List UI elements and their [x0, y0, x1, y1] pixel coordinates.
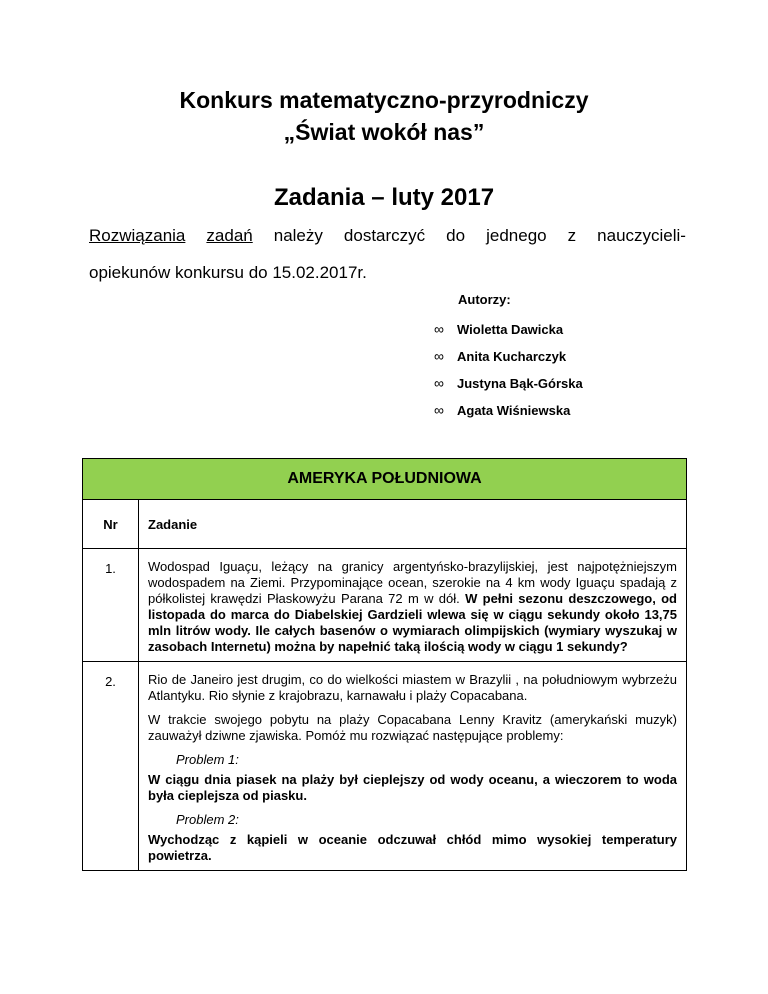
task-number: 2. — [83, 662, 139, 871]
task-paragraph: W trakcie swojego pobytu na plaży Copacabana Lenny Kravitz (amerykański muzyk) zauważył dziwne zjawiska. Pomóż mu rozwiązać następujące problemy: — [148, 712, 677, 743]
document-subtitle: Zadania – luty 2017 — [273, 184, 495, 211]
author-item — [433, 348, 566, 364]
intro-word: z — [567, 226, 577, 245]
intro-word: do — [446, 226, 466, 245]
task-text: Wodospad Iguaçu, leżący na granicy argentyńsko-brazylijskiej, jest najpotężniejszym wodospadem na Ziemi. Przypominające ocean, szerokie na 4 km wody Iguaçu spadają z półkolistej krawędzi Płaskowyżu Parana 72 m w dół. — [148, 559, 677, 606]
author-name: Wioletta Dawicka — [457, 321, 564, 337]
author-item — [433, 402, 570, 418]
author-item — [433, 321, 563, 337]
table-row — [83, 662, 687, 871]
intro-word: dostarczyć — [343, 226, 426, 245]
author-item — [433, 375, 583, 391]
intro-word: Rozwiązania — [89, 226, 186, 245]
intro-word: jednego — [486, 226, 547, 245]
intro-line-1 — [89, 226, 686, 246]
task-content — [139, 662, 687, 871]
document-title-subline: „Świat wokół nas” — [283, 119, 485, 145]
intro-word: nauczycieli- — [597, 226, 686, 245]
document-title: Konkurs matematyczno-przyrodniczy — [179, 87, 589, 113]
table-row — [83, 549, 687, 662]
task-number: 1. — [83, 549, 139, 662]
problem-label: Problem 1: — [176, 752, 239, 767]
intro-word: zadań — [206, 226, 253, 245]
author-name: Agata Wiśniewska — [457, 402, 571, 418]
intro-line-2: opiekunów konkursu do 15.02.2017r. — [89, 263, 367, 282]
task-content — [139, 549, 687, 662]
problem-label: Problem 2: — [176, 812, 239, 827]
author-name: Anita Kucharczyk — [457, 348, 567, 364]
infinity-bullet-icon: ∞ — [434, 321, 444, 337]
infinity-bullet-icon: ∞ — [434, 375, 444, 391]
intro-word: należy — [273, 226, 323, 245]
problem-text: Wychodząc z kąpieli w oceanie odczuwał chłód mimo wysokiej temperatury powietrza. — [148, 832, 677, 863]
author-name: Justyna Bąk-Górska — [457, 375, 583, 391]
problem-text: W ciągu dnia piasek na plaży był cieplejszy od wody oceanu, a wieczorem to woda była cieplejsza od piasku. — [148, 772, 677, 803]
tasks-table — [82, 458, 687, 871]
task-question: W pełni sezonu deszczowego, od listopada do marca do Diabelskiej Gardzieli wlewa się w ciągu sekundy około 13,75 mln litrów wody. Ile całych basenów o wymiarach olimpijskich (wymiary wyszukaj w zasobach Internetu) można by napełnić taką ilością wody w ciągu 1 sekundy? — [148, 591, 677, 654]
region-header: AMERYKA POŁUDNIOWA — [83, 459, 687, 500]
column-header-nr: Nr — [83, 500, 139, 549]
infinity-bullet-icon: ∞ — [434, 348, 444, 364]
task-paragraph: Rio de Janeiro jest drugim, co do wielkości miastem w Brazylii , na południowym wybrzeżu Atlantyku. Rio słynie z krajobrazu, karnawału i plaży Copacabana. — [148, 672, 677, 703]
column-header-task: Zadanie — [139, 500, 687, 549]
infinity-bullet-icon: ∞ — [434, 402, 444, 418]
authors-label: Autorzy: — [458, 292, 511, 307]
